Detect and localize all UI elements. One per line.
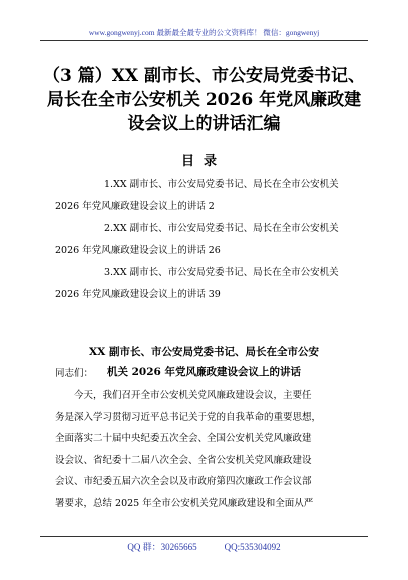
document-title-line: 局长在全市公安机关 2026 年党风廉政建 <box>46 90 362 110</box>
body-line: 会议、市纪委五届六次全会以及市政府第四次廉政工作会议部 <box>55 476 312 487</box>
toc-entry-continuation[interactable]: 2026 年党风廉政建设会议上的讲话 2 <box>55 201 215 212</box>
toc-entry[interactable]: 3.XX 副市长、市公安局党委书记、局长在全市公安机关 <box>104 267 339 278</box>
body-line: 今天，我们召开全市公安机关党风廉政建设会议，主要任 <box>74 390 312 401</box>
header-divider <box>40 40 368 41</box>
footer-divider <box>40 536 368 537</box>
footer-qq: QQ:535304092 <box>224 542 281 552</box>
toc-entry[interactable]: 1.XX 副市长、市公安局党委书记、局长在全市公安机关 <box>104 179 339 190</box>
section-title-line: XX 副市长、市公安局党委书记、局长在全市公安 <box>89 346 319 358</box>
body-paragraph <box>55 385 360 514</box>
toc-entry-continuation[interactable]: 2026 年党风廉政建设会议上的讲话 26 <box>55 245 221 256</box>
body-line: 署要求，总结 2025 年全市公安机关党风廉政建设和全面从严 <box>55 497 314 509</box>
toc-heading: 目录 <box>180 154 227 169</box>
footer-qq-group: QQ 群：30265665 <box>127 542 197 552</box>
body-line: 设会议、省纪委十二届八次全会、全省公安机关党风廉政建设 <box>55 454 312 466</box>
document-title <box>40 64 368 136</box>
section-title-line: 机关 2026 年党风廉政建设会议上的讲话 <box>106 366 302 378</box>
document-title-line: 设会议上的讲话汇编 <box>127 114 281 134</box>
body-line: 务是深入学习贯彻习近平总书记关于党的自我革命的重要思想， <box>55 411 322 423</box>
body-line: 全面落实二十届中央纪委五次全会、全国公安机关党风廉政建 <box>55 433 312 444</box>
page-footer <box>0 540 408 553</box>
table-of-contents <box>55 174 355 306</box>
toc-entry[interactable]: 2.XX 副市长、市公安局党委书记、局长在全市公安机关 <box>104 223 339 234</box>
salutation: 同志们： <box>55 368 94 379</box>
toc-entry-continuation[interactable]: 2026 年党风廉政建设会议上的讲话 39 <box>55 289 221 300</box>
page-header: www.gongwenyj.com 最新最全最专业的公文资料库！ 微信：gongwenyj <box>88 28 320 37</box>
document-title-line: （3 篇）XX 副市长、市公安局党委书记、 <box>42 66 366 86</box>
